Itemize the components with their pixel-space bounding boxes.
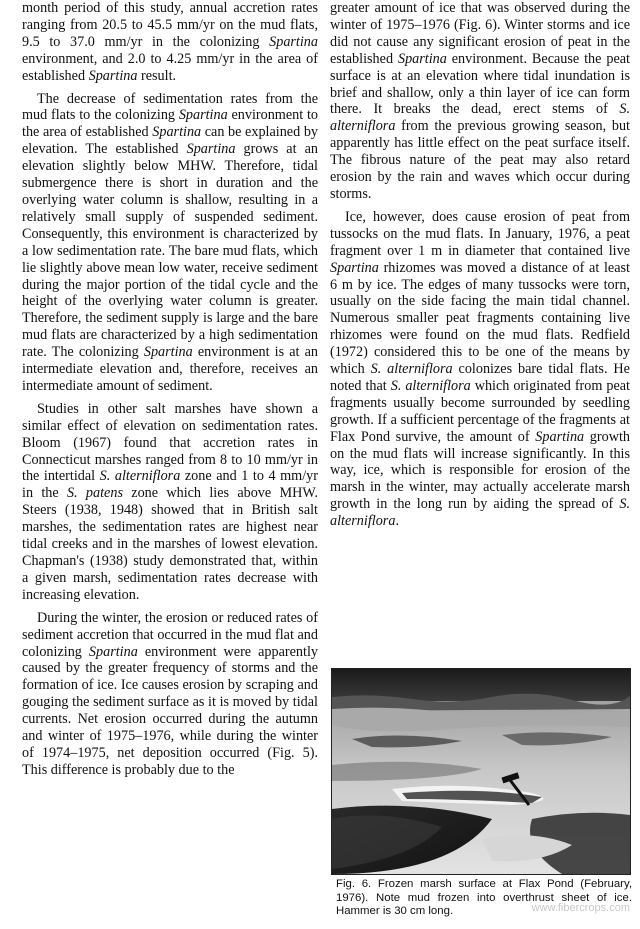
watermark: www.fibercrops.com	[531, 902, 630, 914]
text-run: environment, and 2.0 to 4.25 mm/yr in the area of established	[22, 50, 318, 84]
text-run: can be explained by elevation. The established	[22, 124, 319, 158]
paragraph	[22, 91, 318, 395]
paragraph	[22, 0, 318, 85]
text-run: colonizes bare tidal flats. He noted that	[330, 361, 630, 394]
text-run: environment is at an intermediate elevation and, therefore, receives an intermediate amount of sediment.	[22, 344, 318, 394]
text-run: growth on the mud flats will increase significantly. In this way, ice, which is responsible for erosion of the marsh in the winter, may actually accelerate marsh growth in the long run by aiding the spread of	[330, 428, 630, 513]
text-run: Studies in other salt marshes have shown a similar effect of elevation on sedimentation rates. Bloom (1967) found that accretion rates in Connecticut marshes ranged from 8 to 10 mm/yr in the intertidal	[22, 400, 318, 485]
text-run: environment were apparently caused by the greater frequency of storms and the formation of ice. Ice causes erosion by scraping and gouging the sediment surface as it is moved by tidal currents. Net erosion occurred during the autumn and winter of 1975–1976, while during the winter of 1974–1975, net deposition occurred (Fig. 5). This difference is probably due to the	[22, 643, 319, 778]
species-name: S. alterniflora	[370, 361, 453, 378]
text-run: zone and 1 to 4 mm/yr in the	[22, 468, 318, 502]
text-run: greater amount of ice that was observed during the winter of 1975–1976 (Fig. 6). Winter storms and ice did not cause any significant erosion of peat in the established	[330, 0, 630, 67]
frozen-marsh-image	[332, 669, 630, 874]
species-name: Spartina	[269, 33, 318, 50]
species-name: Spartina	[535, 428, 585, 445]
text-run: from the previous growing season, but apparently has little effect on the peat surface itself. The fibrous nature of the peat may also retard erosion by the rain and waves which occur during storms.	[330, 118, 630, 202]
left-text-column	[22, 0, 318, 779]
species-name: Spartina	[178, 107, 228, 124]
paragraph	[330, 209, 630, 530]
text-run: rhizomes was moved a distance of at least 6 m by ice. The edges of many tussocks were torn, usually on the side facing the main tidal channel. Numerous smaller peat fragments containing live rhizomes were found on the mud flats. Redfield (1972) considered this to be one of the means by which	[330, 259, 630, 378]
text-run: grows at an elevation slightly below MHW. Therefore, tidal submergence there is short in duration and the overlying water column is shallow, resulting in a relatively small supply of suspended sediment. Consequently, this environment is characterized by a low sedimentation rate. The bare mud flats, which lie slightly above mean low water, receive sediment during the major portion of the tidal cycle and the height of the overlying water column is greater. Therefore, the sediment supply is large and the bare mud flats are characterized by a high sedimentation rate. The colonizing	[22, 141, 319, 361]
text-run: result.	[137, 67, 177, 84]
text-run: which originated from peat fragments usually become surrounded by seedling growth. If a sufficient percentage of the fragments at Flax Pond survive, the amount of	[330, 377, 630, 445]
species-name: Spartina	[186, 141, 236, 158]
species-name: Spartina	[88, 67, 138, 84]
text-run: .	[395, 513, 399, 530]
paragraph	[330, 0, 630, 203]
text-run: During the winter, the erosion or reduced rates of sediment accretion that occurred in the mud flat and colonizing	[22, 609, 318, 660]
text-run: Ice, however, does cause erosion of peat from tussocks on the mud flats. In January, 1976, a peat fragment over 1 m in diameter that contained live	[330, 208, 630, 259]
species-name: Spartina	[330, 259, 379, 276]
species-name: S. patens	[66, 485, 123, 502]
species-name: Spartina	[152, 124, 202, 141]
text-run: month period of this study, annual accretion rates ranging from 20.5 to 45.5 mm/yr on the mud flats, 9.5 to 37.0 mm/yr in the colonizing	[22, 0, 318, 50]
species-name: S. alterniflora	[330, 496, 630, 530]
species-name: S. alterniflora	[99, 468, 181, 485]
species-name: S. alterniflora	[330, 101, 630, 135]
figure-caption: Fig. 6. Frozen marsh surface at Flax Pond (February, 1976). Note mud frozen into overthrust sheet of ice. Hammer is 30 cm long.	[336, 878, 632, 918]
paragraph	[22, 401, 318, 604]
species-name: Spartina	[397, 50, 447, 67]
text-run: environment. Because the peat surface is at an elevation where tidal inundation is brief and shallow, only a thin layer of ice can form there. It breaks the dead, erect stems of	[330, 50, 631, 118]
text-run: zone which lies above MHW. Steers (1938, 1948) showed that in British salt marshes, the sedimentation rates are highest near tidal creeks and in the marshes of lowest elevation. Chapman's (1938) study demonstrated that, within a given marsh, sedimentation rates decrease with increasing elevation.	[22, 485, 318, 603]
right-text-column	[330, 0, 630, 530]
paragraph	[22, 610, 318, 779]
species-name: Spartina	[143, 344, 193, 361]
species-name: S. alterniflora	[390, 377, 471, 394]
text-run: environment to the area of established	[22, 107, 318, 141]
figure-6-photo	[331, 668, 631, 875]
text-run: The decrease of sedimentation rates from the mud flats to the colonizing	[22, 90, 318, 124]
species-name: Spartina	[88, 643, 138, 660]
